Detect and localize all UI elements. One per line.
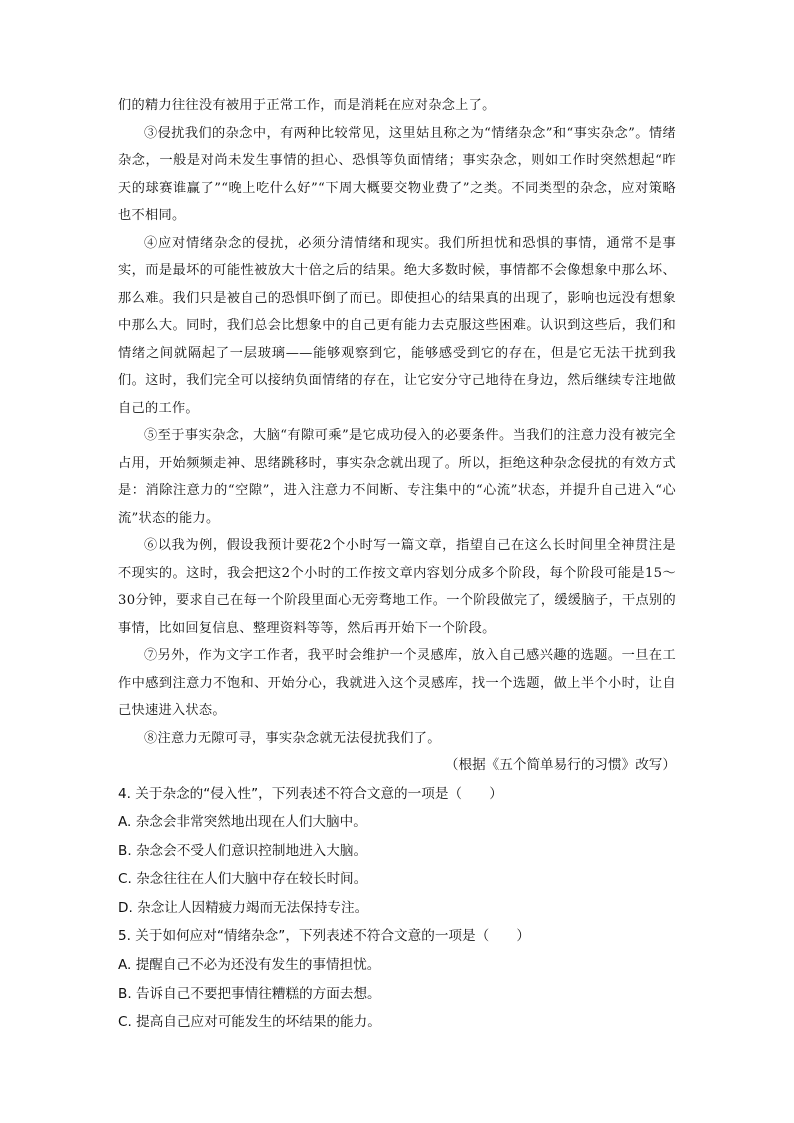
article-body	[118, 92, 676, 780]
article-paragraph-6: ⑥以我为例，假设我预计要花2个小时写一篇文章，指望自己在这么长时间里全神贯注是不现实的。这时，我会把这2个小时的工作按文章内容划分成多个阶段，每个阶段可能是15～30分钟，要求自己在每一个阶段里面心无旁骛地工作。一个阶段做完了，缓缓脑子，干点别的事情，比如回复信息、整理资料等等，然后再开始下一个阶段。	[118, 538, 676, 636]
question-option-c: C. 杂念往往在人们大脑中存在较长时间。	[118, 871, 368, 888]
question-stem: 4. 关于杂念的“侵入性”，下列表述不符合文意的一项是（ ）	[118, 785, 503, 802]
document-content	[118, 92, 676, 1037]
article-paragraph-4: ④应对情绪杂念的侵扰，必须分清情绪和现实。我们所担忧和恐惧的事情，通常不是事实，而是最坏的可能性被放大十倍之后的结果。绝大多数时候，事情都不会像想象中那么坏、那么难。我们只是被自己的恐惧吓倒了而已。即使担心的结果真的出现了，影响也远没有想象中那么大。同时，我们总会比想象中的自己更有能力去克服这些困难。认识到这些后，我们和情绪之间就隔起了一层玻璃——能够观察到它，能够感受到它的存在，但是它无法干扰到我们。这时，我们完全可以接纳负面情绪的存在，让它安分守己地待在身边，然后继续专注地做自己的工作。	[118, 235, 676, 416]
question-option-b: B. 告诉自己不要把事情往糟糕的方面去想。	[118, 985, 381, 1002]
question-4	[118, 780, 676, 923]
question-option-c: C. 提高自己应对可能发生的坏结果的能力。	[118, 1014, 381, 1031]
question-option-b: B. 杂念会不受人们意识控制地进入大脑。	[118, 842, 368, 859]
question-stem: 5. 关于如何应对“情绪杂念”，下列表述不符合文意的一项是（ ）	[118, 928, 530, 945]
article-paragraph-7: ⑦另外，作为文字工作者，我平时会维护一个灵感库，放入自己感兴趣的选题。一旦在工作中感到注意力不饱和、开始分心，我就进入这个灵感库，找一个选题，做上半个小时，让自己快速进入状态。	[118, 648, 676, 718]
article-source: （根据《五个简单易行的习惯》改写）	[444, 757, 676, 773]
question-option-a: A. 杂念会非常突然地出现在人们大脑中。	[118, 814, 367, 831]
article-paragraph-8: ⑧注意力无隙可寻，事实杂念就无法侵扰我们了。	[144, 730, 441, 746]
article-paragraph-3: ③侵扰我们的杂念中，有两种比较常见，这里姑且称之为“情绪杂念”和“事实杂念”。情绪杂念，一般是对尚未发生事情的担心、恐惧等负面情绪；事实杂念，则如工作时突然想起“昨天的球赛谁赢了”“晚上吃什么好”“下周大概要交物业费了”之类。不同类型的杂念，应对策略也不相同。	[118, 125, 676, 223]
question-option-d: D. 杂念让人因精疲力竭而无法保持专注。	[118, 899, 369, 916]
article-paragraph-0: 们的精力往往没有被用于正常工作，而是消耗在应对杂念上了。	[118, 98, 496, 113]
question-option-a: A. 提醒自己不必为还没有发生的事情担忧。	[118, 957, 381, 974]
question-5	[118, 922, 676, 1036]
article-paragraph-5: ⑤至于事实杂念，大脑“有隙可乘”是它成功侵入的必要条件。当我们的注意力没有被完全占用，开始频频走神、思绪跳移时，事实杂念就出现了。所以，拒绝这种杂念侵扰的有效方式是：消除注意力的“空隙”，进入注意力不间断、专注集中的“心流”状态，并提升自己进入“心流”状态的能力。	[118, 428, 676, 526]
